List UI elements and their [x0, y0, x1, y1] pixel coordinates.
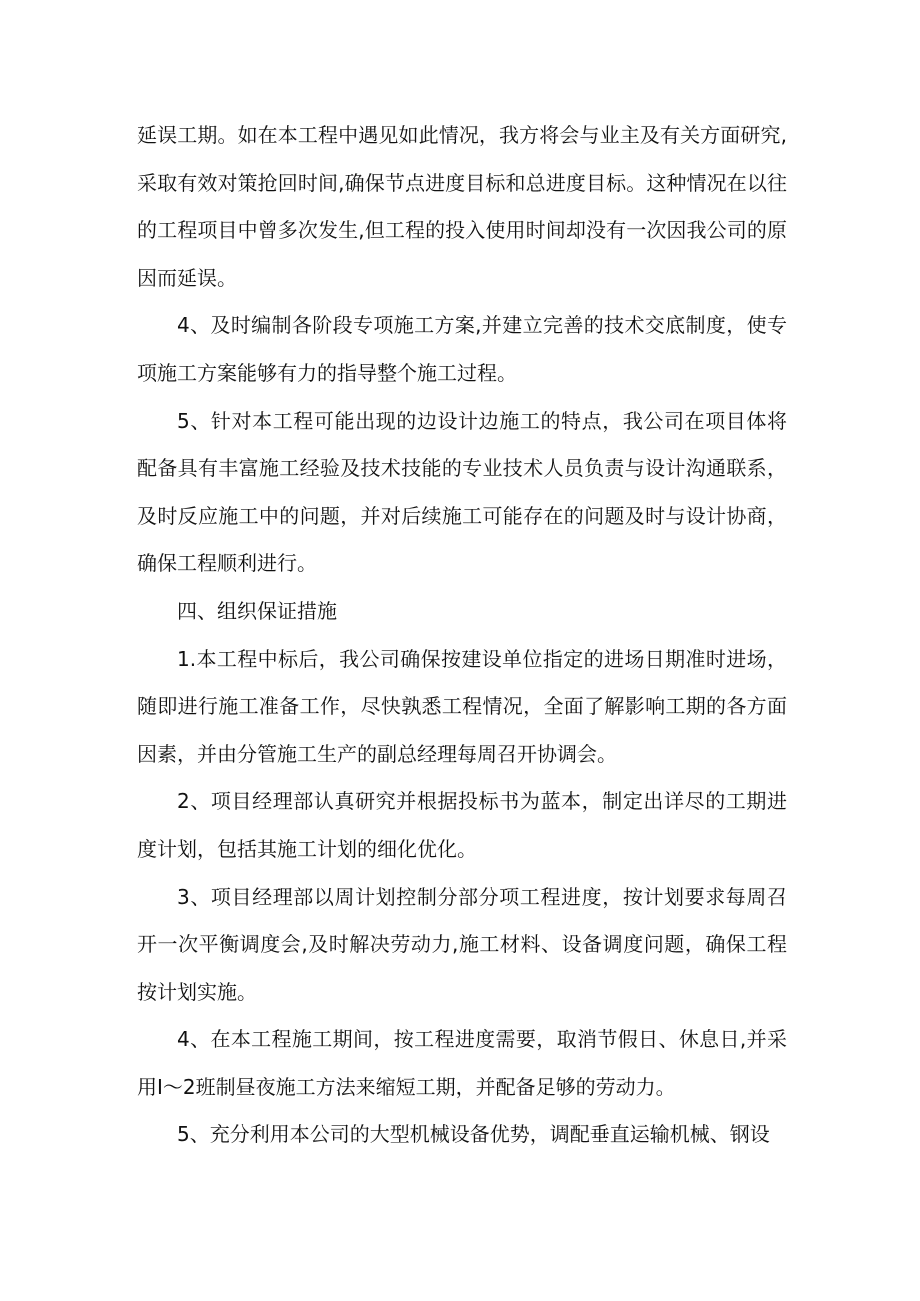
paragraph-org-item-3: 3、项目经理部以周计划控制分部分项工程进度，按计划要求每周召开一次平衡调度会,及时解决劳动力,施工材料、设备调度问题，确保工程按计划实施。: [137, 884, 787, 1004]
paragraph-org-item-1: 1.本工程中标后，我公司确保按建设单位指定的进场日期准时进场，随即进行施工准备工作，尽快孰悉工程情况，全面了解影响工期的各方面因素，并由分管施工生产的副总经理每周召开协调会。: [137, 646, 787, 766]
paragraph-item-5: 5、针对本工程可能出现的边设计边施工的特点，我公司在项目体将配备具有丰富施工经验及技术技能的专业技术人员负责与设计沟通联系，及时反应施工中的问题，并对后续施工可能存在的问题及时与设计协商，确保工程顺利进行。: [137, 408, 787, 576]
section-heading-organization: 四、组织保证措施: [177, 598, 337, 623]
paragraph-org-item-5: 5、充分利用本公司的大型机械设备优势，调配垂直运输机械、钢设: [177, 1122, 770, 1147]
paragraph-org-item-4: 4、在本工程施工期间，按工程进度需要，取消节假日、休息日,并采用I～2班制昼夜施工方法来缩短工期，并配备足够的劳动力。: [137, 1027, 787, 1099]
paragraph-continuation: 延误工期。如在本工程中遇见如此情况，我方将会与业主及有关方面研究,采取有效对策抢回时间,确保节点进度目标和总进度目标。这种情况在以往的工程项目中曾多次发生,但工程的投入使用时间却没有一次因我公司的原因而延误。: [137, 123, 787, 290]
document-body: [137, 112, 787, 1159]
paragraph-item-4: 4、及时编制各阶段专项施工方案,并建立完善的技术交底制度，使专项施工方案能够有力的指导整个施工过程。: [137, 313, 787, 385]
paragraph-org-item-2: 2、项目经理部认真研究并根据投标书为蓝本，制定出详尽的工期进度计划，包括其施工计划的细化优化。: [137, 789, 787, 861]
